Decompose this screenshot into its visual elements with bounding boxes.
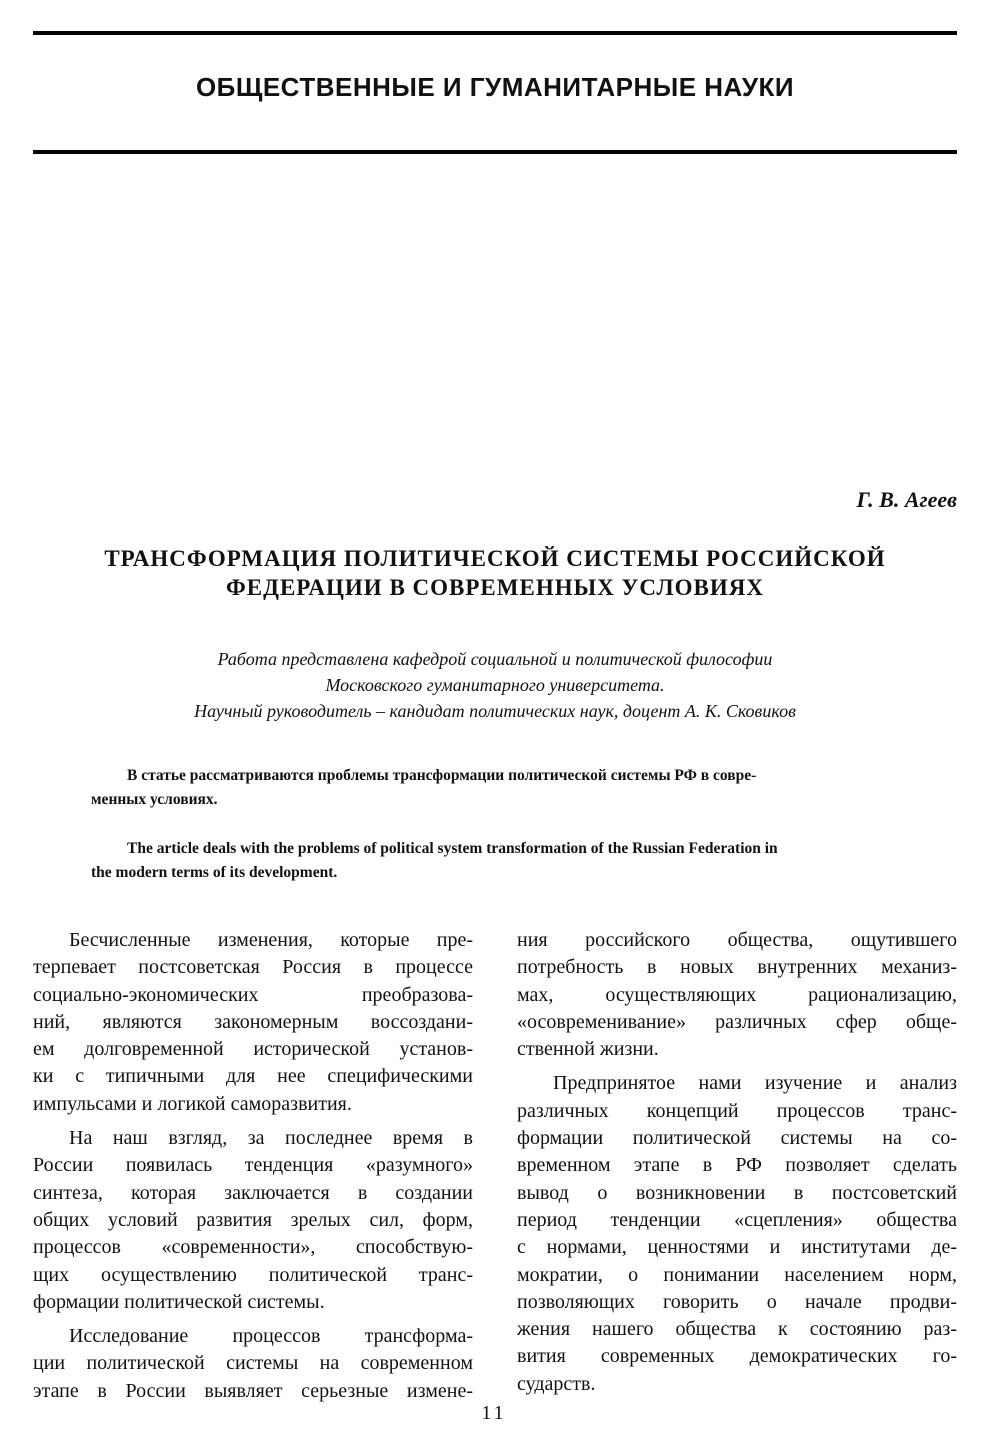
body-line: этапе в России выявляет серьезные измене- <box>33 1379 473 1402</box>
body-line: различных концепций процессов транс- <box>517 1099 957 1122</box>
body-line: временном этапе в РФ позволяет сделать <box>517 1154 957 1177</box>
body-line: потребность в новых внутренних механиз- <box>517 956 957 979</box>
body-line: России появилась тенденция «разумного» <box>33 1154 473 1177</box>
body-line: с нормами, ценностями и институтами де- <box>517 1236 957 1259</box>
author-name: Г. В. Агеев <box>856 487 957 512</box>
body-line: период тенденции «сцепления» общества <box>517 1208 957 1231</box>
body-line: вития современных демократических го- <box>517 1345 957 1368</box>
body-line: Исследование процессов трансформа- <box>69 1325 473 1348</box>
body-column-left <box>33 927 473 1405</box>
article-title-line: ТРАНСФОРМАЦИЯ ПОЛИТИЧЕСКОЙ СИСТЕМЫ РОССИЙСКОЙ <box>104 546 886 571</box>
body-line: синтеза, которая заключается в создании <box>33 1181 473 1204</box>
article-title <box>33 544 957 602</box>
body-column-right <box>517 927 957 1398</box>
body-line: формации политической системы на со- <box>517 1127 957 1150</box>
abstract-line: The article deals with the problems of political system transformation of the Russian Federation in <box>127 840 778 857</box>
body-line: На наш взгляд, за последнее время в <box>69 1127 473 1150</box>
abstract-line: В статье рассматриваются проблемы трансформации политической системы РФ в совре- <box>127 767 757 784</box>
body-line: Бесчисленные изменения, которые пре- <box>69 929 473 951</box>
affiliation-line: Московского гуманитарного университета. <box>325 675 665 695</box>
abstract-line: менных условиях. <box>91 791 218 808</box>
affiliation-line: Работа представлена кафедрой социальной и политической философии <box>217 649 773 669</box>
header-bottom-rule <box>33 150 957 154</box>
page-number: 11 <box>481 1402 507 1424</box>
section-title: ОБЩЕСТВЕННЫЕ И ГУМАНИТАРНЫЕ НАУКИ <box>195 72 795 102</box>
affiliation-line: Научный руководитель – кандидат политических наук, доцент А. К. Сковиков <box>194 701 796 721</box>
body-line: ственной жизни. <box>517 1038 659 1061</box>
body-line: вывод о возникновении в постсоветский <box>517 1181 957 1204</box>
body-line: импульсами и логикой саморазвития. <box>33 1092 352 1115</box>
body-line: ки с типичными для нее специфическими <box>33 1065 473 1088</box>
abstract-russian <box>91 764 901 812</box>
body-line: мократии, о понимании населением норм, <box>517 1263 957 1286</box>
body-line: ции политической системы на современном <box>33 1352 473 1375</box>
top-rule <box>33 31 957 35</box>
abstract-english <box>91 837 901 885</box>
body-line: сударств. <box>517 1372 596 1395</box>
body-line: «осовременивание» различных сфер обще- <box>517 1010 957 1033</box>
body-line: ний, являются закономерным воссоздани- <box>33 1010 473 1033</box>
body-line: щих осуществлению политической транс- <box>33 1263 473 1286</box>
body-line: социально-экономических преобразова- <box>33 983 473 1006</box>
body-line: мах, осуществляющих рационализацию, <box>517 983 957 1006</box>
body-line: формации политической системы. <box>33 1290 325 1313</box>
article-title-line: ФЕДЕРАЦИИ В СОВРЕМЕННЫХ УСЛОВИЯХ <box>226 575 764 600</box>
body-line: жения нашего общества к состоянию раз- <box>517 1318 957 1341</box>
body-line: терпевает постсоветская Россия в процессе <box>33 956 473 979</box>
body-line: процессов «современности», способствую- <box>33 1236 473 1259</box>
body-line: ем долговременной исторической установ- <box>33 1038 473 1061</box>
affiliation <box>33 646 957 724</box>
body-line: общих условий развития зрелых сил, форм, <box>33 1208 473 1231</box>
abstract-line: the modern terms of its development. <box>91 864 338 881</box>
body-line: ния российского общества, ощутившего <box>517 929 957 951</box>
body-line: позволяющих говорить о начале продви- <box>517 1290 957 1313</box>
body-line: Предпринятое нами изучение и анализ <box>553 1072 957 1095</box>
